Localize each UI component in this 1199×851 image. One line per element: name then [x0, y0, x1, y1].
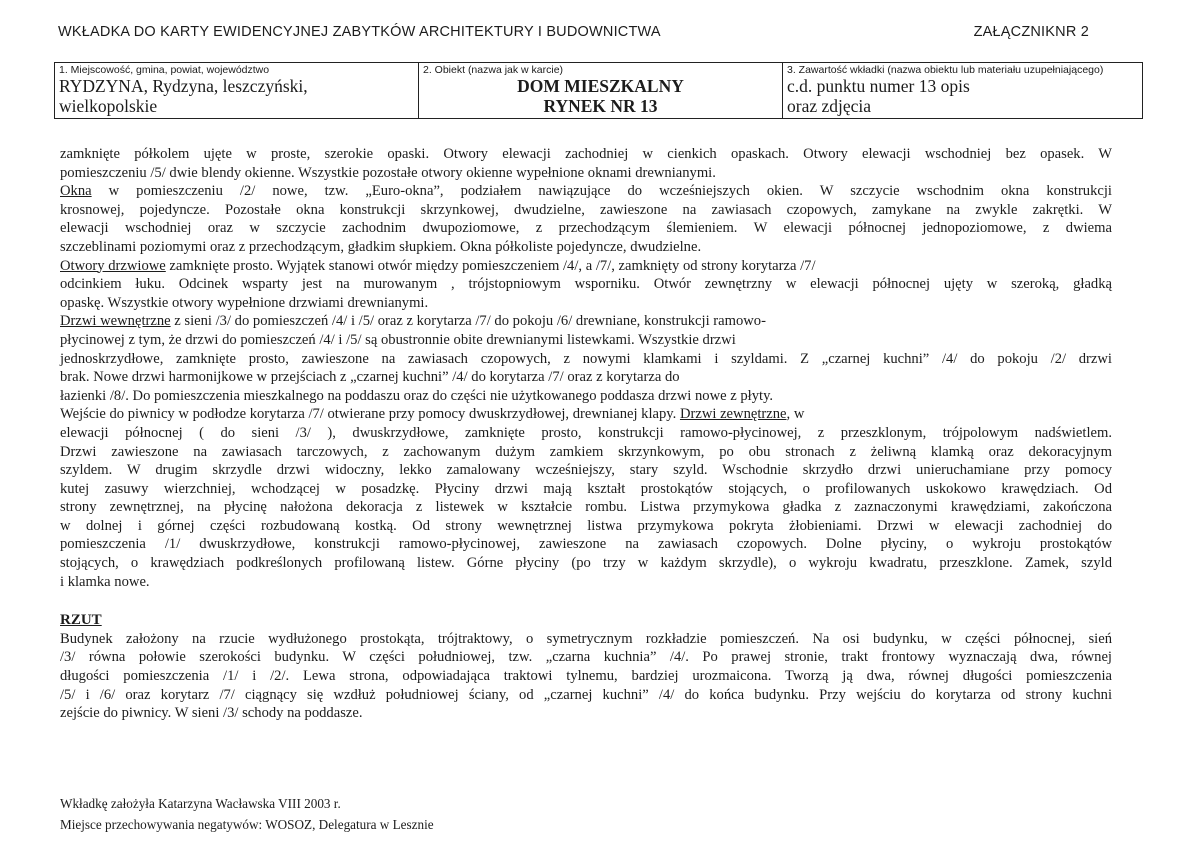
text-line: stojących, o krawędziach podkreślonych profilowaną listew. Górne płyciny (po trzy w każdym skrzydle), o wykroju kwadratu, przeszklone. Zamek, szyld: [60, 555, 1112, 572]
text-line: [60, 405, 1112, 424]
text-line: i klamka nowe.: [60, 573, 150, 590]
contents-value-line1: c.d. punktu numer 13 opis: [787, 76, 970, 96]
location-value-line2: wielkopolskie: [59, 96, 158, 116]
text-line: szczeblinami poziomymi oraz z przechodzącym, gładkim słupkiem. Okna półkoliste pojedyncze, dwudzielne.: [60, 238, 702, 255]
text-span: Wejście do piwnicy w podłodze korytarza /7/ otwierane przy pomocy dwuskrzydłowej, drewnianej klapy.: [60, 406, 680, 423]
section-term-okna: Okna: [60, 183, 92, 200]
section-term-otwory-drzwiowe: Otwory drzwiowe: [60, 257, 166, 274]
section-term-drzwi-zewnetrzne: Drzwi zewnętrzne: [679, 406, 787, 423]
object-label: 2. Obiekt (nazwa jak w karcie): [423, 64, 564, 76]
text-line: odcinkiem łuku. Odcinek wsparty jest na murowanym , trójstopniowym wsporniku. Otwór zewnętrzny w elewacji północnej ujęty w szeroką, gładką: [60, 276, 1112, 293]
contents-cell: [783, 63, 1143, 119]
table-row: [55, 63, 1143, 119]
text-line: Budynek założony na rzucie wydłużonego prostokąta, trójtraktowy, o symetrycznym rozkładzie pomieszczeń. Na osi budynku, w części północnej, sień: [60, 630, 1112, 647]
text-line: pomieszczenia /1/ dwuskrzydłowe, konstrukcji ramowo-płycinowej, zawieszone na zawiasach czopowych. Dolne płyciny, o wykroju prostokątów: [60, 536, 1112, 553]
text-line: zamknięte półkolem ujęte w proste, szerokie opaski. Otwory elewacji zachodniej w cienkich opaskach. Otwory elewacji wschodniej bez opasek. W: [60, 146, 1112, 162]
text-span: zamknięte prosto. Wyjątek stanowi otwór między pomieszczeniem /4/, a /7/, zamknięty od strony korytarza /7/: [165, 257, 816, 274]
text-line: [60, 312, 1112, 331]
text-line: opaskę. Wszystkie otwory wypełnione drzwiami drewnianymi.: [60, 294, 429, 311]
text-line: pomieszczeniu /5/ dwie blendy okienne. Wszystkie pozostałe otwory okienne wypełnione oknami drewnianymi.: [60, 164, 716, 181]
text-line: płycinowej z tym, że drzwi do pomieszczeń /4/ i /5/ są obustronnie obite drewnianymi listewkami. Wszystkie drzwi: [60, 331, 736, 348]
object-cell: [419, 63, 783, 119]
text-line: kutej zasuwy wierzchniej, wchodzącej w posadzkę. Płyciny drzwi mają kształt prostokątów stojących, o profilowanych uskokowo krawędziach. Od: [60, 480, 1112, 497]
description-body: [60, 145, 1112, 723]
text-line: Drzwi zawieszone na zawiasach tarczowych, z zachowanym dużym zamkiem skrzynkowym, po obu stronach z żeliwną klamką oraz dekoracyjnym: [60, 443, 1112, 460]
text-line: jednoskrzydłowe, zamknięte prosto, zawieszone na zawiasach czopowych, z nowymi klamkami i szyldami. Z „czarnej kuchni” /4/ do pokoju /2/ drzwi: [60, 350, 1112, 367]
text-line: szyldem. W drugim skrzydle drzwi widoczny, lekko zamalowany wcześniejszy, stary szyld. Wschodnie skrzydło drzwi unieruchamiane przy pomocy: [60, 462, 1112, 479]
text-line: /3/ równa połowie szerokości budynku. W części południowej, tzw. „czarna kuchnia” /4/. Po prawej stronie, trakt frontowy wyznaczają dwa, równej: [60, 649, 1112, 666]
document-title: WKŁADKA DO KARTY EWIDENCYJNEJ ZABYTKÓW ARCHITEKTURY I BUDOWNICTWA: [58, 24, 661, 40]
text-line: długości pomieszczenia /1/ i /2/. Lewa strona, odpowiadająca traktowi tylnemu, bardziej urozmaicona. Tworzą ją dwa, równej długości pomieszczenia: [60, 668, 1112, 685]
text-line: [60, 257, 1112, 276]
object-value-line1: DOM MIESZKALNY: [517, 76, 684, 96]
text-line: strony zewnętrznej, na płycinę nałożona dekoracja z listewek w kształcie rombu. Listwa przymykowa gładka z zaznaczonymi krawędziami, zakończona: [60, 499, 1112, 516]
text-line: zejście do piwnicy. W sieni /3/ schody na poddasze.: [60, 705, 363, 722]
text-line: elewacji wschodniej oraz w szczycie zachodnim dwupoziomowe, z przechodzącym ślemieniem. W elewacji północnej jednopoziomowe, z dwiema: [60, 220, 1112, 237]
negatives-location-note: Miejsce przechowywania negatywów: WOSOZ, Delegatura w Lesznie: [60, 817, 434, 832]
text-span: z sieni /3/ do pomieszczeń /4/ i /5/ oraz z korytarza /7/ do pokoju /6/ drewniane, konstrukcji ramowo-: [170, 313, 766, 330]
section-heading-rzut: RZUT: [60, 612, 102, 629]
identification-table: [54, 62, 1143, 119]
attachment-number: ZAŁĄCZNIKNR 2: [973, 24, 1089, 40]
text-line: w dolnej i górnej części rozbudowaną kostką. Od strony wewnętrznej listwa przymykowa pokryta żłobieniami. Drzwi w elewacji zachodniej do: [60, 517, 1112, 534]
location-value-line1: RYDZYNA, Rydzyna, leszczyński,: [59, 76, 308, 96]
text-line: elewacji północnej ( do sieni /3/ ), dwuskrzydłowe, zamknięte prosto, konstrukcji ramowo-płycinowej, z przeszklonym, trójpolowym nadświetlem.: [60, 424, 1112, 441]
contents-value-line2: oraz zdjęcia: [787, 96, 872, 116]
location-cell: [55, 63, 419, 119]
location-label: 1. Miejscowość, gmina, powiat, województwo: [59, 64, 270, 76]
text-line: /5/ i /6/ oraz korytarz /7/ ciągnący się wzdłuż południowej ściany, od „czarnej kuchni” /4/ do końca budynku. Przy wejściu do korytarza od strony kuchni: [60, 686, 1112, 703]
text-span: , w: [786, 406, 805, 423]
text-line: krosnowej, pojedyncze. Pozostałe okna konstrukcji skrzynkowej, dwudzielne, zawieszone na zawiasach czopowych, zamykane na zwykle zakrętki. W: [60, 201, 1112, 218]
section-term-drzwi-wewnetrzne: Drzwi wewnętrzne: [60, 313, 171, 330]
contents-label: 3. Zawartość wkładki (nazwa obiektu lub materiału uzupełniającego): [787, 64, 1104, 76]
author-note: Wkładkę założyła Katarzyna Wacławska VIII 2003 r.: [60, 796, 341, 811]
object-value-line2: RYNEK NR 13: [543, 96, 658, 116]
text-line: łazienki /8/. Do pomieszczenia mieszkalnego na poddaszu oraz do części nie użytkowanego poddasza drzwi nowe z płyty.: [60, 387, 774, 404]
text-line: brak. Nowe drzwi harmonijkowe w przejściach z „czarnej kuchni” /4/ do korytarza /7/ oraz z korytarza do: [60, 369, 680, 386]
text-line: [60, 182, 1112, 201]
text-span: w pomieszczeniu /2/ nowe, tzw. „Euro-okna”, podziałem nawiązujące do wcześniejszych okien. W szczycie wschodnim okna konstrukcji: [91, 183, 1112, 200]
